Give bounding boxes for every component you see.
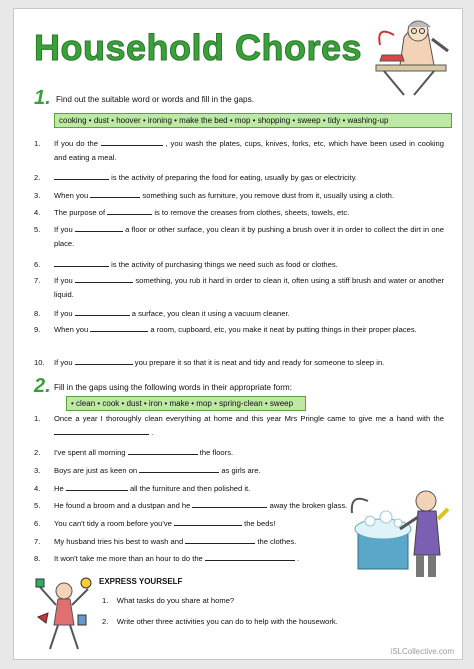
page-title: Household Chores (34, 27, 363, 68)
section1-item (34, 356, 444, 370)
item-text-before-gap: It won't take me more than an hour to do the (54, 554, 205, 563)
item-text (54, 206, 444, 220)
express-yourself-heading: EXPRESS YOURSELF (99, 577, 183, 586)
item-text (54, 137, 444, 164)
item-text-before-gap: When you (54, 325, 91, 334)
item-text (54, 356, 444, 370)
granny-ironing-illustration (374, 15, 454, 97)
item-number: 4. (34, 484, 41, 493)
item-text-before-gap: If you (54, 309, 75, 318)
fill-in-blank[interactable] (192, 500, 267, 508)
item-text (54, 171, 444, 185)
fill-in-blank[interactable] (75, 275, 133, 283)
express-question-1 (102, 596, 234, 605)
item-text (54, 223, 444, 250)
fill-in-blank[interactable] (54, 259, 109, 267)
fill-in-blank[interactable] (101, 138, 163, 146)
item-text-before-gap: He (54, 484, 66, 493)
item-number: 2. (34, 448, 41, 457)
item-text-before-gap: The purpose of (54, 208, 108, 217)
item-number: 7. (34, 276, 41, 285)
item-text-before-gap: If you (54, 225, 75, 234)
fill-in-blank[interactable] (54, 172, 109, 180)
item-text-after-gap: is the activity of purchasing things we need such as food or clothes. (109, 260, 338, 269)
section-2-number: 2. (34, 375, 51, 397)
section1-item (34, 189, 444, 203)
item-number: 1. (34, 414, 41, 423)
section2-item (34, 446, 444, 460)
item-number: 10. (34, 358, 45, 367)
item-text-before-gap: Boys are just as keen on (54, 466, 140, 475)
worksheet-page (13, 8, 463, 660)
item-text-before-gap: If you (54, 276, 76, 285)
item-text-after-gap: you prepare it so that it is neat and tidy and ready for someone to sleep in. (132, 358, 385, 367)
section-2-instruction: Fill in the gaps using the following words in their appropriate form: (54, 383, 293, 392)
section1-item (34, 137, 444, 164)
item-text (54, 323, 444, 337)
section-1-number: 1. (34, 87, 51, 109)
section1-item (34, 274, 444, 301)
express-question-text: Write other three activities you can do to help with the housework. (116, 617, 338, 626)
section1-item (34, 323, 444, 337)
item-text (54, 258, 444, 272)
fill-in-blank[interactable] (54, 427, 149, 435)
express-question-text: What tasks do you share at home? (116, 596, 235, 605)
item-number: 8. (34, 554, 41, 563)
item-number: 7. (34, 537, 41, 546)
item-text-before-gap: If you do the (54, 139, 101, 148)
item-text (54, 464, 444, 478)
juggling-person-illustration (34, 577, 92, 653)
item-text-before-gap: He found a broom and a dustpan and he (54, 501, 193, 510)
item-number: 3. (34, 191, 41, 200)
item-text (54, 446, 444, 460)
item-text-after-gap: , you wash the plates, cups, knives, forks, etc, which have been used in cooking and eating a meal. (54, 139, 445, 162)
fill-in-blank[interactable] (128, 447, 198, 455)
section1-item (34, 171, 444, 185)
item-text (54, 189, 444, 203)
item-text-before-gap: If you (54, 358, 75, 367)
item-text-after-gap: the floors. (197, 448, 234, 457)
item-text-before-gap: You can't tidy a room before you've (54, 519, 174, 528)
item-number: 8. (34, 309, 41, 318)
item-text-after-gap: . (149, 427, 154, 437)
item-number: 5. (34, 501, 41, 510)
man-washing-illustration (348, 485, 456, 581)
fill-in-blank[interactable] (205, 553, 295, 561)
item-text-after-gap: something, you rub it hard in order to clean it, often using a stiff brush and water or another liquid. (54, 276, 444, 299)
section1-item (34, 223, 444, 250)
section1-item (34, 206, 444, 220)
item-text (54, 274, 444, 301)
section-2-word-bank: • clean • cook • dust • iron • make • mop • spring-clean • sweep (66, 396, 306, 411)
item-text-after-gap: away the broken glass. (267, 501, 348, 510)
item-text-before-gap: When you (54, 191, 91, 200)
item-text-after-gap: . (294, 554, 300, 563)
item-number: 3. (34, 466, 41, 475)
site-watermark: iSLCollective.com (390, 647, 454, 656)
fill-in-blank[interactable] (90, 190, 140, 198)
item-text-after-gap: the clothes. (255, 537, 297, 546)
item-text (54, 412, 444, 439)
express-question-number: 1. (102, 596, 109, 605)
item-number: 6. (34, 519, 41, 528)
item-text-after-gap: is the activity of preparing the food for eating, usually by gas or electricity. (109, 173, 358, 182)
item-number: 1. (34, 139, 41, 148)
section-1-instruction: Find out the suitable word or words and fill in the gaps. (56, 95, 254, 104)
section1-item (34, 307, 444, 321)
section1-item (34, 258, 444, 272)
fill-in-blank[interactable] (185, 536, 255, 544)
item-text-after-gap: as girls are. (219, 466, 261, 475)
item-text-before-gap: I've spent all morning (54, 448, 128, 457)
express-question-number: 2. (102, 617, 109, 626)
item-number: 2. (34, 173, 41, 182)
item-number: 6. (34, 260, 41, 269)
section-1-word-bank: cooking • dust • hoover • ironing • make the bed • mop • shopping • sweep • tidy • washing-up (54, 113, 452, 128)
item-text-before-gap: Once a year I thoroughly clean everything at home and this year Mrs Pringle came to give me a hand with the (54, 414, 444, 423)
express-question-2 (102, 617, 338, 626)
item-text-after-gap: a surface, you clean it using a vacuum cleaner. (129, 309, 290, 318)
item-text-after-gap: the beds! (241, 519, 276, 528)
item-number: 4. (34, 208, 41, 217)
item-text-after-gap: all the furniture and then polished it. (127, 484, 251, 493)
item-number: 9. (34, 325, 41, 334)
fill-in-blank[interactable] (174, 518, 242, 526)
item-text-after-gap: something such as furniture, you remove dust from it, usually using a cloth. (140, 191, 394, 200)
item-text-after-gap: a room, cupboard, etc, you make it neat by putting things in their proper places. (148, 325, 417, 334)
item-text-before-gap: My husband tries his best to wash and (54, 537, 186, 546)
section2-item (34, 464, 444, 478)
fill-in-blank[interactable] (75, 357, 133, 365)
item-number: 5. (34, 225, 41, 234)
item-text (54, 307, 444, 321)
item-text-after-gap: is to remove the creases from clothes, sheets, towels, etc. (152, 208, 350, 217)
fill-in-blank[interactable] (75, 308, 130, 316)
fill-in-blank[interactable] (107, 207, 152, 215)
item-text-after-gap: a floor or other surface, you clean it by pushing a brush over it in order to collect the dirt in one place. (54, 225, 444, 248)
fill-in-blank[interactable] (139, 465, 219, 473)
section2-item (34, 412, 444, 439)
fill-in-blank[interactable] (90, 324, 148, 332)
fill-in-blank[interactable] (75, 224, 123, 232)
fill-in-blank[interactable] (66, 483, 128, 491)
